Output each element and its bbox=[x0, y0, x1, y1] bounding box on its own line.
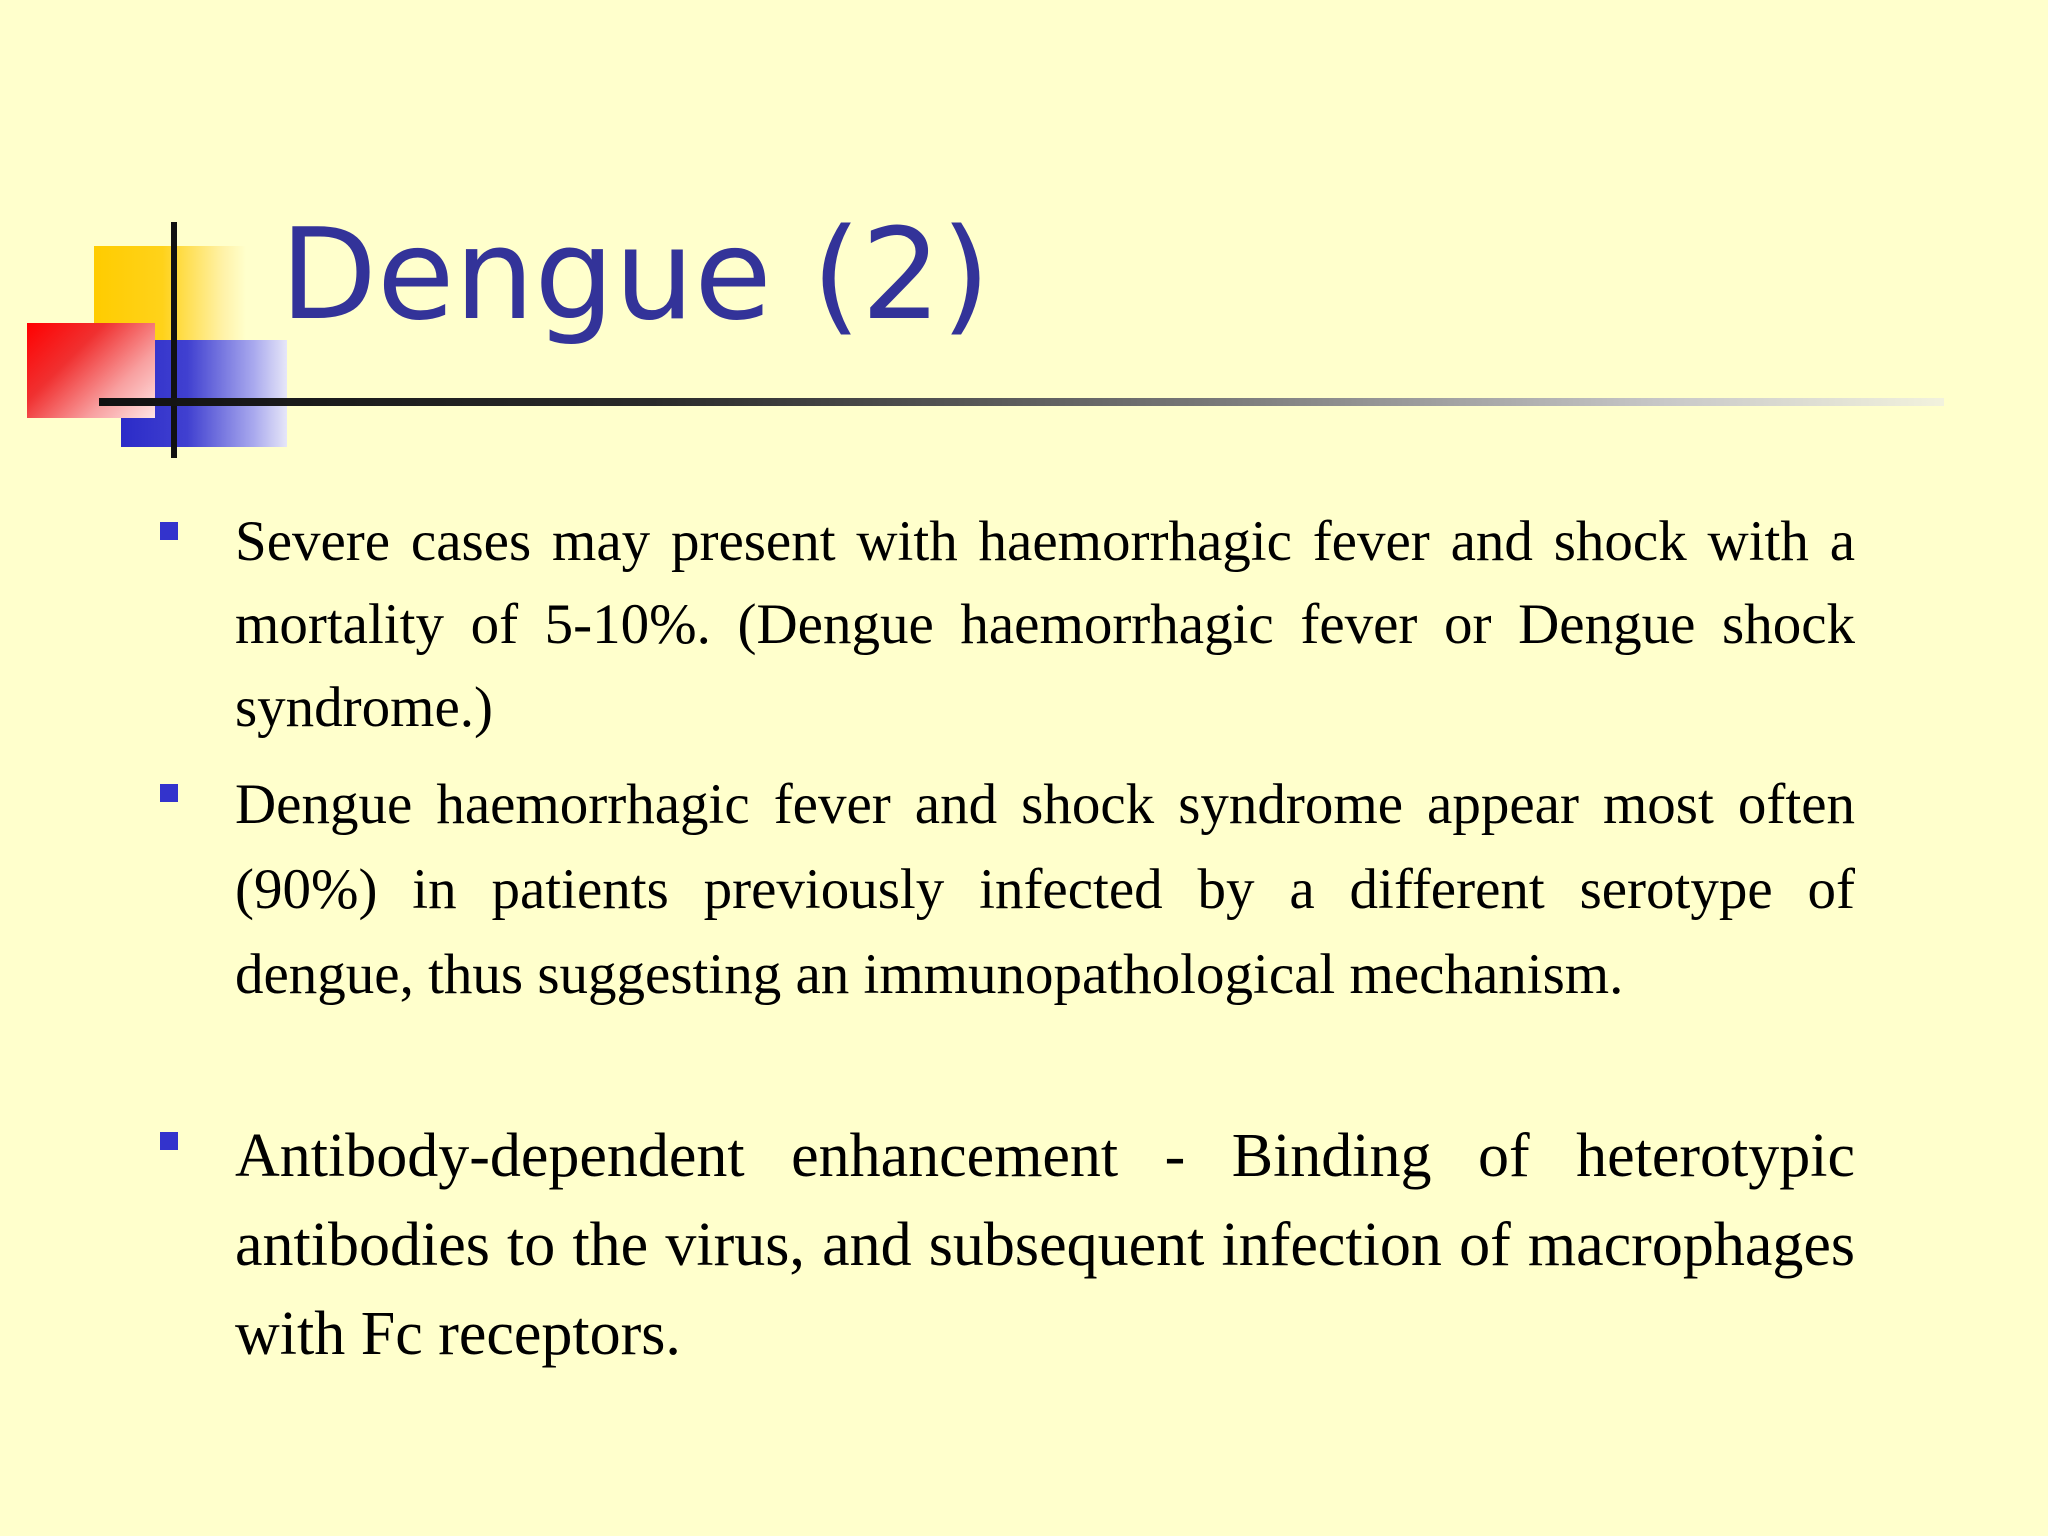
square-bullet-icon bbox=[160, 784, 178, 802]
square-bullet-icon bbox=[160, 522, 178, 540]
square-bullet-icon bbox=[160, 1132, 178, 1150]
bullet-text: Antibody-dependent enhancement - Binding of heterotypic antibodies to the virus, and subsequent infection of macrophages with Fc receptors. bbox=[235, 1122, 1855, 1368]
slide-title: Dengue (2) bbox=[280, 201, 991, 348]
bullet-text: Dengue haemorrhagic fever and shock syndrome appear most often (90%) in patients previously infected by a different serotype of dengue, thus suggesting an immunopathological mechanism. bbox=[235, 773, 1855, 1006]
bullet-text: Severe cases may present with haemorrhagic fever and shock with a mortality of 5-10%. (Dengue haemorrhagic fever or Dengue shock syndrome.) bbox=[235, 510, 1855, 739]
